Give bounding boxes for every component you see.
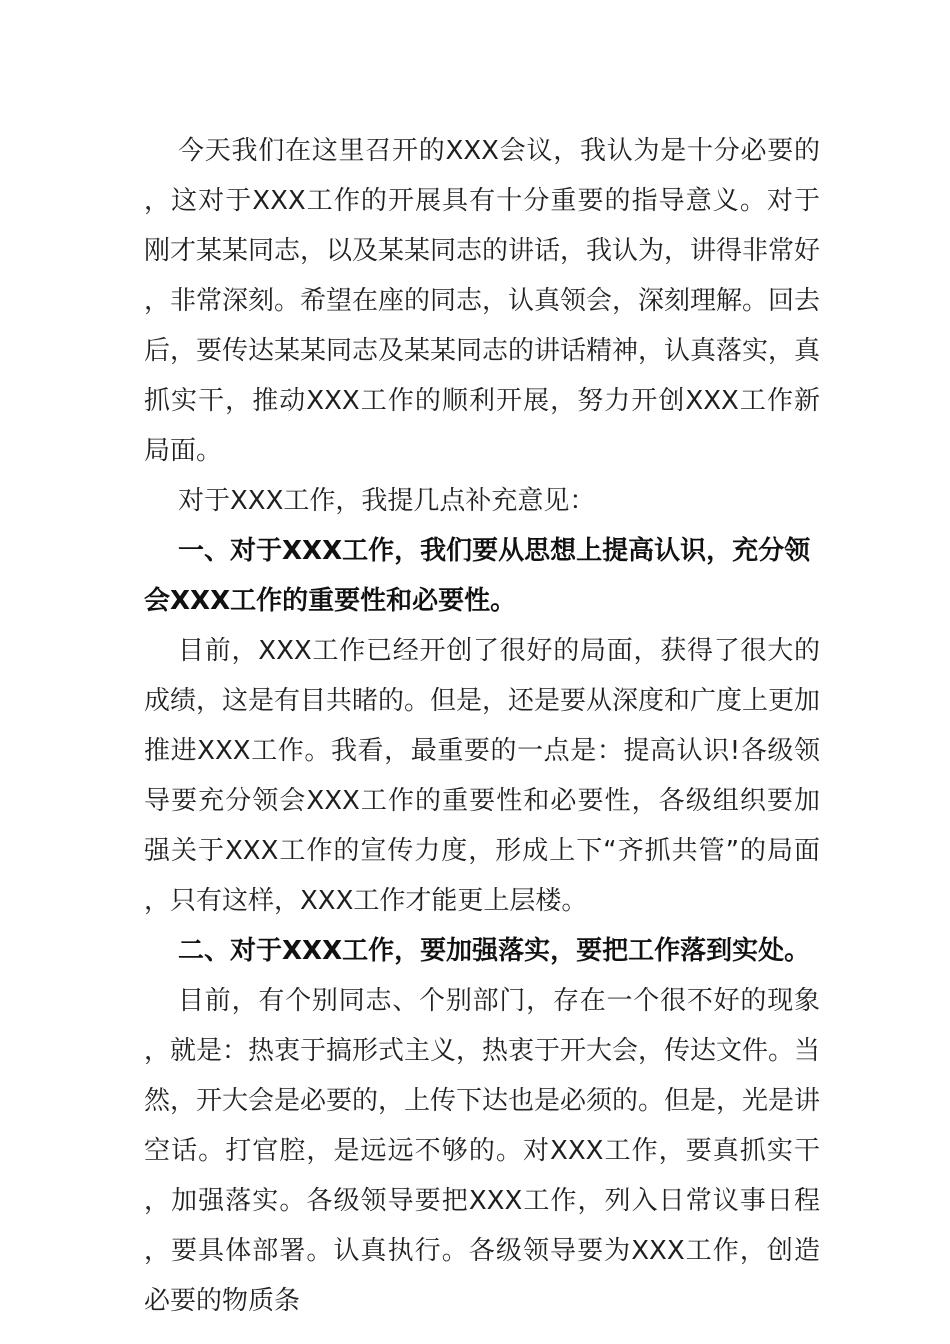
section-heading-1: 一、对于XXX工作，我们要从思想上提高认识，充分领会XXX工作的重要性和必要性。 [144, 536, 811, 616]
section-1-paragraph: 目前，XXX工作已经开创了很好的局面，获得了很大的成绩，这是有目共睹的。但是，还是要从深度和广度上更加推进XXX工作。我看，最重要的一点是：提高认识!各级领导要充分领会XXX工作的重要性和必要性，各级组织要加强关于XXX工作的宣传力度，形成上下“齐抓共管”的局面，只有这样，XXX工作才能更上层楼。 [144, 636, 821, 916]
section-2-paragraph: 目前，有个别同志、个别部门，存在一个很不好的现象，就是：热衷于搞形式主义，热衷于开大会，传达文件。当然，开大会是必要的，上传下达也是必须的。但是，光是讲空话。打官腔，是远远不够的。对XXX工作，要真抓实干，加强落实。各级领导要把XXX工作，列入日常议事日程，要具体部署。认真执行。各级领导要为XXX工作，创造必要的物质条 [144, 986, 821, 1316]
intro-paragraph: 对于XXX工作，我提几点补充意见： [178, 486, 596, 516]
opening-paragraph: 今天我们在这里召开的XXX会议，我认为是十分必要的，这对于XXX工作的开展具有十分重要的指导意义。对于刚才某某同志，以及某某同志的讲话，我认为，讲得非常好，非常深刻。希望在座的同志，认真领会，深刻理解。回去后，要传达某某同志及某某同志的讲话精神，认真落实，真抓实干，推动XXX工作的顺利开展，努力开创XXX工作新局面。 [144, 136, 821, 466]
section-heading-2: 二、对于XXX工作，要加强落实，要把工作落到实处。 [178, 936, 811, 966]
document-body [144, 126, 820, 1326]
